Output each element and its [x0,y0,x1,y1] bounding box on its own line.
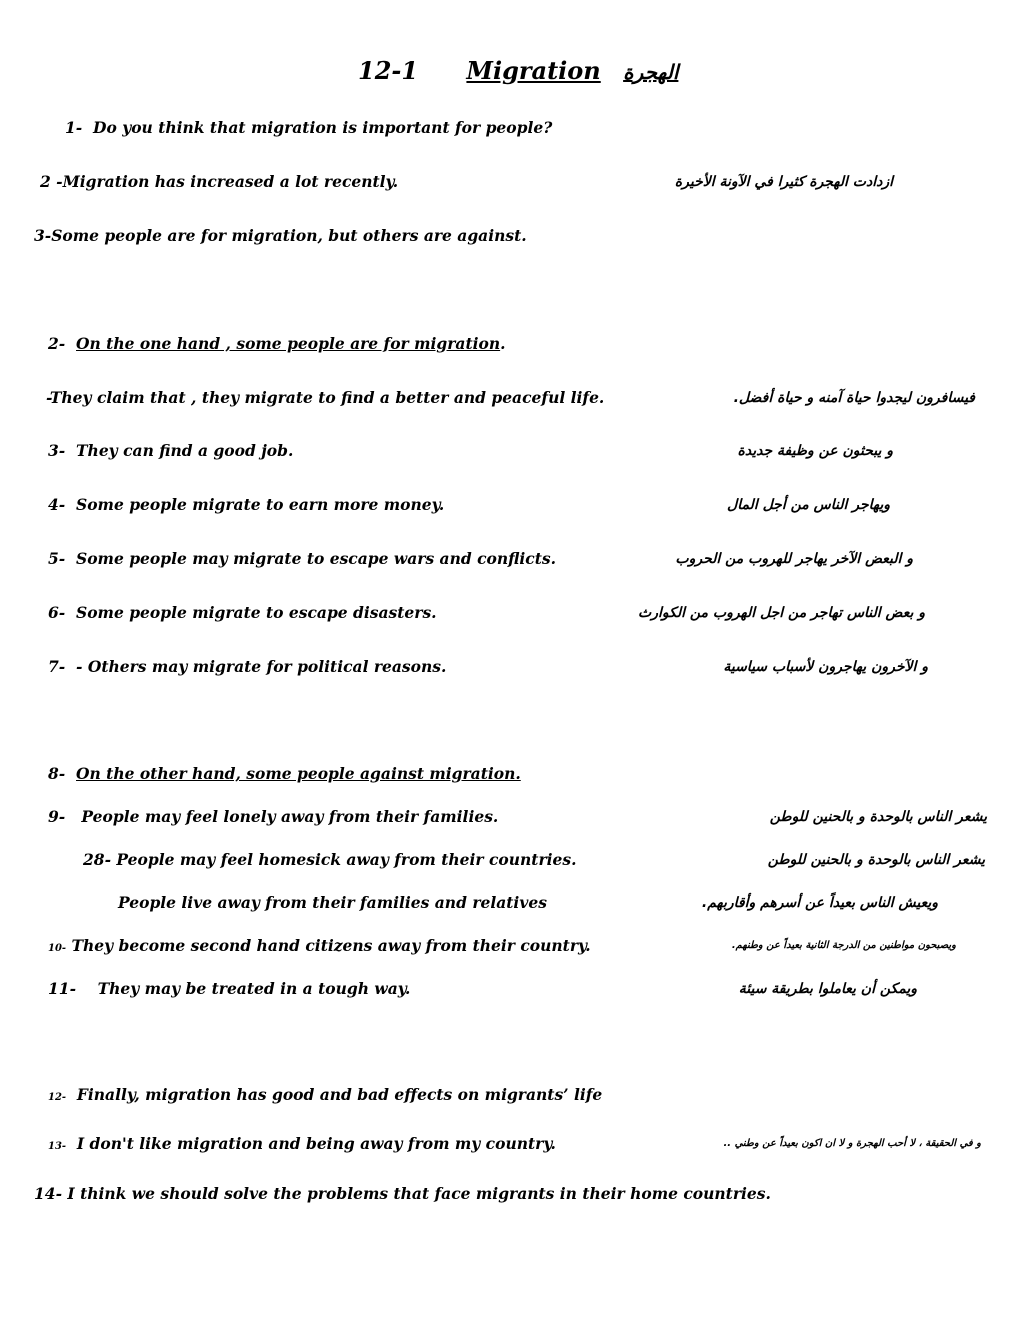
item-text: People may feel homesick away from their countries. [116,850,577,869]
for-line [48,549,556,569]
item-number: 2 - [40,172,63,191]
item-number: 2- [48,334,66,353]
item-text: Do you think that migration is important for people? [93,118,553,137]
for-line [48,603,437,623]
item-text: People may feel lonely away from their families. [81,807,499,826]
item-text: Some people migrate to escape disasters. [76,603,437,622]
item-number: 8- [48,764,66,783]
conclusion-line-arabic: و في الحقيقة ، لا أحب الهجرة و لا ان اكون بعيداً عن وطني .. [723,1138,981,1149]
conclusion-line [34,1184,771,1204]
item-number: 3- [34,226,52,245]
heading-text: On the one hand , some people are for migration [76,334,501,353]
against-line [48,807,498,827]
for-line-arabic: و يبحثون عن وظيفة جديدة [737,443,893,459]
item-text: They become second hand citizens away from their country. [71,936,591,955]
against-line-arabic: يشعر الناس بالوحدة و بالحنين للوطن [767,852,985,868]
page-title [358,56,678,85]
item-number: 4- [48,495,66,514]
for-line-arabic: و الآخرون يهاجرون لأسباب سياسية [723,659,928,675]
intro-line-2 [40,172,398,192]
item-number: 1- [65,118,83,137]
title-arabic: الهجرة [623,60,679,84]
against-line [83,850,576,870]
for-line-arabic: و بعض الناس تهاجر من اجل الهروب من الكوارث [638,605,925,621]
for-heading [48,334,506,354]
item-text: They claim that , they migrate to find a better and peaceful life. [49,388,605,407]
against-line [48,936,591,959]
item-text: They may be treated in a tough way. [97,979,411,998]
intro-line-3 [34,226,527,246]
item-text: Some people migrate to earn more money. [76,495,445,514]
for-line [48,495,444,515]
intro-question [65,118,552,138]
title-number: 12-1 [358,56,419,85]
conclusion-line [48,1134,556,1157]
against-heading [48,764,521,784]
intro-line-2-arabic: ازدادت الهجرة كثيرا في الآونة الأخيرة [674,174,893,190]
item-number: 6- [48,603,66,622]
item-text: They can find a good job. [76,441,294,460]
item-number: 13- [48,1141,67,1152]
against-line [118,893,547,913]
item-text: Some people may migrate to escape wars and conflicts. [76,549,557,568]
item-text: Finally, migration has good and bad effects on migrants’ life [76,1085,603,1104]
item-number: 12- [48,1092,67,1103]
item-text: Some people are for migration, but others are against. [51,226,527,245]
heading-period: . [500,334,506,353]
against-line-arabic: ويمكن أن يعاملوا بطريقة سيئة [738,981,917,997]
item-text: Migration has increased a lot recently. [62,172,399,191]
item-number: 7- [48,657,66,676]
item-number: 10- [48,943,67,954]
against-line-arabic: ويعيش الناس بعيداً عن أسرهم وأقاربهم. [701,895,938,911]
item-number: 9- [48,807,66,826]
item-number: 14- [34,1184,63,1203]
for-line [48,657,446,677]
heading-text: On the other hand, some people against migration. [76,764,521,783]
item-text: People live away from their families and relatives [118,893,547,912]
for-line [46,388,604,408]
for-line-arabic: و البعض الآخر يهاجر للهروب من الحروب [675,551,913,567]
item-number: 11- [48,979,77,998]
item-number: 3- [48,441,66,460]
conclusion-line [48,1085,602,1108]
title-english: Migration [466,56,601,85]
against-line-arabic: يشعر الناس بالوحدة و بالحنين للوطن [769,809,987,825]
for-line-arabic: ويهاجر الناس من أجل المال [727,497,890,513]
item-number: 5- [48,549,66,568]
item-text: I think we should solve the problems that face migrants in their home countries. [67,1184,771,1203]
item-number: - [46,388,50,407]
item-number: 28- [83,850,112,869]
item-text: I don't like migration and being away from my country. [76,1134,556,1153]
item-text: - Others may migrate for political reasons. [76,657,447,676]
for-line [48,441,293,461]
against-line-arabic: ويصبحون مواطنين من الدرجة الثانية بعيداً عن وطنهم. [731,940,956,951]
for-line-arabic: فيسافرون ليجدوا حياة آمنه و حياة أفضل. [733,390,975,406]
against-line [48,979,410,999]
